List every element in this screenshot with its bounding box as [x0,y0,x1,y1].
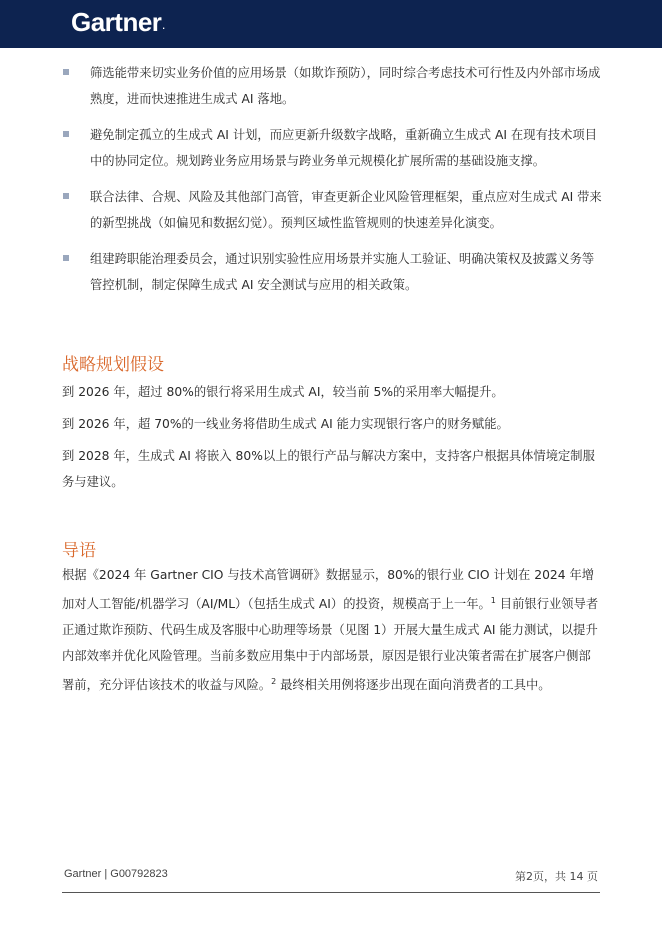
footer-page-number: 第2页，共 14 页 [515,870,598,883]
square-bullet-icon [63,255,69,261]
intro-heading: 导语 [62,541,96,561]
list-item-text: 组建跨职能治理委员会，通过识别实验性应用场景并实施人工验证、明确决策权及披露义务等管控机制，制定保障生成式 AI 安全测试与应用的相关政策。 [90,252,595,292]
square-bullet-icon [63,69,69,75]
list-item [62,122,602,174]
square-bullet-icon [63,193,69,199]
strategy-paragraph: 到 2028 年，生成式 AI 将嵌入 80%以上的银行产品与解决方案中，支持客户根据具体情境定制服务与建议。 [62,449,595,489]
footnote-ref: 1 [490,596,496,605]
intro-paragraph: 根据《2024 年 Gartner CIO 与技术高管调研》数据显示，80%的银行业 CIO 计划在 2024 年增加对人工智能/机器学习（AI/ML）（包括生成式 AI）的投资，规模高于上一年。$^1$ 目前银行业领导者正通过欺诈预防、代码生成及客服中心助理等场景（见图 1）开展大量生成式 AI 能力测试，以提升内部效率并优化风险管理。当前多数应用集中于内部场景，原因是银行业决策者需在扩展客户侧部署前，充分评估该技术的收益与风险。$^2$ 最终相关用例将逐步出现在面向消费者的工具中。 [62,568,599,692]
strategy-heading: 战略规划假设 [62,355,164,375]
list-item-text: 筛选能带来切实业务价值的应用场景（如欺诈预防），同时综合考虑技术可行性及内外部市场成熟度，进而快速推进生成式 AI 落地。 [90,66,601,106]
logo-dot: . [162,21,165,31]
list-item-text: 联合法律、合规、风险及其他部门高管，审查更新企业风险管理框架，重点应对生成式 AI 带来的新型挑战（如偏见和数据幻觉）。预判区域性监管规则的快速差异化演变。 [90,190,602,230]
list-item-text: 避免制定孤立的生成式 AI 计划，而应更新升级数字战略，重新确立生成式 AI 在现有技术项目中的协同定位。规划跨业务应用场景与跨业务单元规模化扩展所需的基础设施支撑。 [90,128,597,168]
square-bullet-icon [63,131,69,137]
footer-divider [62,892,600,893]
list-item [62,246,602,298]
list-item [62,60,602,112]
gartner-logo: Gartner. [71,7,165,37]
page-header [0,0,662,48]
list-item [62,184,602,236]
footer-doc-id: Gartner | G00792823 [64,868,168,880]
strategy-paragraph: 到 2026 年，超过 80%的银行将采用生成式 AI，较当前 5%的采用率大幅提升。 [62,385,504,399]
strategy-paragraph: 到 2026 年，超 70%的一线业务将借助生成式 AI 能力实现银行客户的财务赋能。 [62,417,509,431]
recommendation-list [62,60,602,308]
footnote-ref: 2 [271,677,277,686]
